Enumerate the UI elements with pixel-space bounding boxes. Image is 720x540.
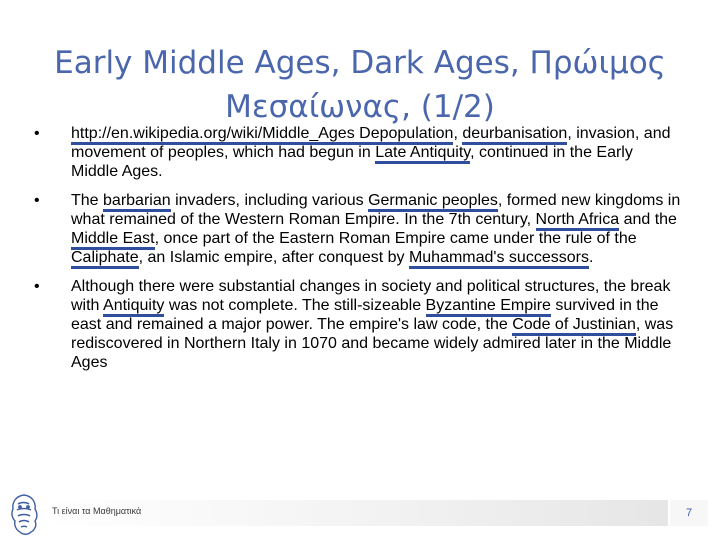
bullet-text: , continued in the Early Middle Ages. (71, 144, 633, 180)
footer-text: Τι είναι τα Μαθηματικά (52, 506, 142, 516)
bullet-text: survived in the east and remained a major power. The empire's law code, the (71, 297, 659, 333)
bullet-text: , (453, 125, 463, 142)
university-logo-icon (6, 492, 42, 538)
wiki-link[interactable]: Late Antiquity (375, 144, 470, 164)
wiki-link[interactable]: Code of Justinian (512, 316, 636, 336)
footer-bar (44, 500, 668, 526)
wiki-link[interactable]: deurbanisation (462, 125, 567, 145)
bullet-text: , was rediscovered in Northern Italy in 1070 and became widely admired later in the Middle Ages (71, 316, 674, 371)
bullet-list (34, 124, 684, 382)
wiki-link[interactable]: Caliphate (71, 249, 139, 269)
bullet-text: , an Islamic empire, after conquest by (138, 249, 409, 266)
wiki-link[interactable]: barbarian (103, 192, 171, 212)
bullet-text: Although there were substantial changes in society and political structures, the break with (71, 278, 671, 314)
footer (0, 490, 720, 540)
page-number: 7 (670, 500, 708, 526)
bullet-text: , formed new kingdoms in what remained of the Western Roman Empire. In the 7th century, (71, 192, 681, 228)
bullet-text: , invasion, and movement of peoples, which had begun in (71, 125, 671, 161)
wiki-link[interactable]: Muhammad's successors (409, 249, 589, 269)
bullet-text: . (588, 249, 594, 266)
slide-title: Early Middle Ages, Dark Ages, Πρώιμος Μεσαίωνας, (1/2) (54, 44, 666, 125)
bullet-text: , once part of the Eastern Roman Empire came under the rule of the (154, 230, 637, 247)
wiki-link[interactable]: http://en.wikipedia.org/wiki/Middle_Ages Depopulation (71, 125, 453, 145)
bullet-text: invaders, including various (170, 192, 369, 209)
bullet-item (34, 277, 684, 372)
wiki-link[interactable]: Byzantine Empire (426, 297, 551, 317)
wiki-link[interactable]: Middle East (71, 230, 155, 250)
bullet-text: was not complete. The still-sizeable (164, 297, 426, 314)
bullet-item (34, 191, 684, 267)
wiki-link[interactable]: Antiquity (103, 297, 164, 317)
bullet-text: and the (619, 211, 677, 228)
wiki-link[interactable]: North Africa (536, 211, 620, 231)
bullet-item (34, 124, 684, 181)
bullet-text: The (71, 192, 104, 209)
wiki-link[interactable]: Germanic peoples (368, 192, 498, 212)
